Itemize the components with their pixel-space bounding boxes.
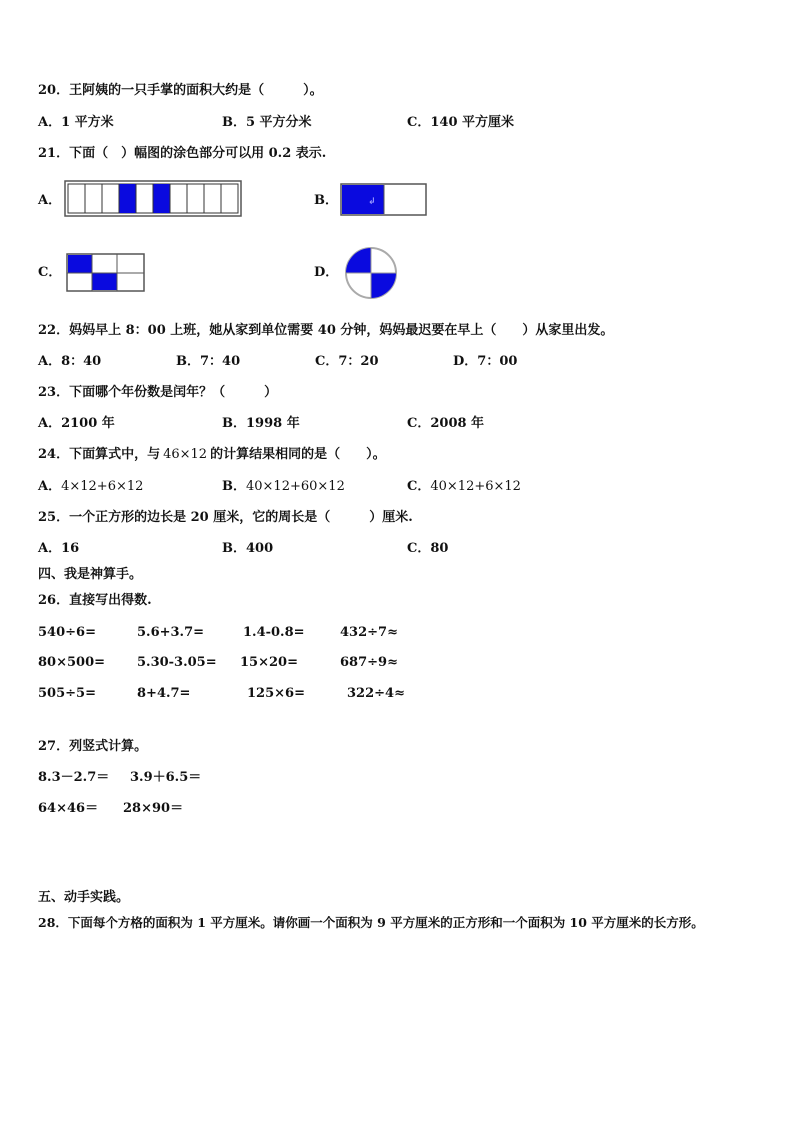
q26-item: 5.30-3.05= <box>137 655 217 670</box>
q24-expression: 46×12 <box>163 447 208 462</box>
question-21: 21．下面（ ）幅图的涂色部分可以用 0.2 表示. <box>38 146 327 161</box>
q26-item: 15×20= <box>240 655 298 670</box>
figure-d-shaded-quarter <box>346 248 371 273</box>
q24-option-a-expr: 4×12+6×12 <box>61 479 144 494</box>
question-28: 28．下面每个方格的面积为 1 平方厘米。请你画一个面积为 9 平方厘米的正方形和一个面积为 10 平方厘米的长方形。 <box>38 915 704 930</box>
figure-b-shaded-part <box>342 185 384 214</box>
q20-option-b: B．5 平方分米 <box>222 115 312 130</box>
q21-label-b: B． <box>314 193 338 208</box>
q21-label-d: D． <box>314 265 339 280</box>
q26-item: 687÷9≈ <box>340 655 398 670</box>
section-4-title: 四、我是神算手。 <box>38 567 143 582</box>
q24-option-c: C．40×12+6×12 <box>407 479 521 494</box>
q23-option-a: A．2100 年 <box>38 416 115 431</box>
q24-option-b: B．40×12+60×12 <box>222 479 345 494</box>
q27-item: 3.9＋6.5＝ <box>130 770 202 785</box>
question-24 <box>38 447 386 463</box>
q22-option-d: D．7：00 <box>453 354 518 369</box>
q27-item: 8.3－2.7＝ <box>38 770 110 785</box>
q27-item: 28×90＝ <box>123 801 184 816</box>
q25-option-c: C．80 <box>407 541 449 556</box>
figure-a-shaded-cell <box>119 184 136 213</box>
figure-a-shaded-cell <box>153 184 170 213</box>
q20-option-a: A．1 平方米 <box>38 115 114 130</box>
q21-label-c: C． <box>38 265 62 280</box>
figure-a-ten-strip <box>64 180 244 218</box>
q26-item: 540÷6= <box>38 625 96 640</box>
q24-prefix: 24．下面算式中，与 <box>38 447 161 462</box>
figure-d-shaded-quarter <box>371 273 396 298</box>
q26-item: 8+4.7= <box>137 686 191 701</box>
q24-option-b-expr: 40×12+60×12 <box>246 479 345 494</box>
figure-d-circle <box>344 245 398 301</box>
q26-item: 432÷7≈ <box>340 625 398 640</box>
question-26: 26．直接写出得数. <box>38 593 152 608</box>
q26-item: 322÷4≈ <box>347 686 405 701</box>
q22-option-a: A．8：40 <box>38 354 102 369</box>
figure-c-grid <box>66 253 146 293</box>
q24-option-a: A．4×12+6×12 <box>38 479 144 494</box>
q22-option-c: C．7：20 <box>315 354 379 369</box>
q26-item: 125×6= <box>247 686 305 701</box>
q26-item: 505÷5= <box>38 686 96 701</box>
q25-option-b: B．400 <box>222 541 274 556</box>
section-5-title: 五、动手实践。 <box>38 890 130 905</box>
q23-option-c: C．2008 年 <box>407 416 485 431</box>
question-27: 27．列竖式计算。 <box>38 739 148 754</box>
q21-label-a: A． <box>38 193 62 208</box>
question-25: 25．一个正方形的边长是 20 厘米，它的周长是（ ）厘米. <box>38 510 413 525</box>
q26-item: 5.6+3.7= <box>137 625 205 640</box>
q20-option-c: C．140 平方厘米 <box>407 115 515 130</box>
q26-item: 80×500= <box>38 655 106 670</box>
q24-option-c-expr: 40×12+6×12 <box>430 479 521 494</box>
figure-b-two-part-bar <box>340 183 428 217</box>
figure-c-shaded-cell <box>68 255 92 273</box>
q25-option-a: A．16 <box>38 541 80 556</box>
q26-item: 1.4-0.8= <box>243 625 305 640</box>
question-20: 20．王阿姨的一只手掌的面积大约是（ ）。 <box>38 83 323 98</box>
q24-suffix: 的计算结果相同的是（ ）。 <box>210 447 386 462</box>
q27-item: 64×46＝ <box>38 801 99 816</box>
figure-b-mark: ↲ <box>368 197 376 207</box>
q23-option-b: B．1998 年 <box>222 416 300 431</box>
question-22: 22．妈妈早上 8：00 上班，她从家到单位需要 40 分钟，妈妈最迟要在早上（ ）从家里出发。 <box>38 323 614 338</box>
q22-option-b: B．7：40 <box>176 354 241 369</box>
question-23: 23．下面哪个年份数是闰年？（ ） <box>38 385 278 400</box>
figure-c-shaded-cell <box>92 273 117 290</box>
